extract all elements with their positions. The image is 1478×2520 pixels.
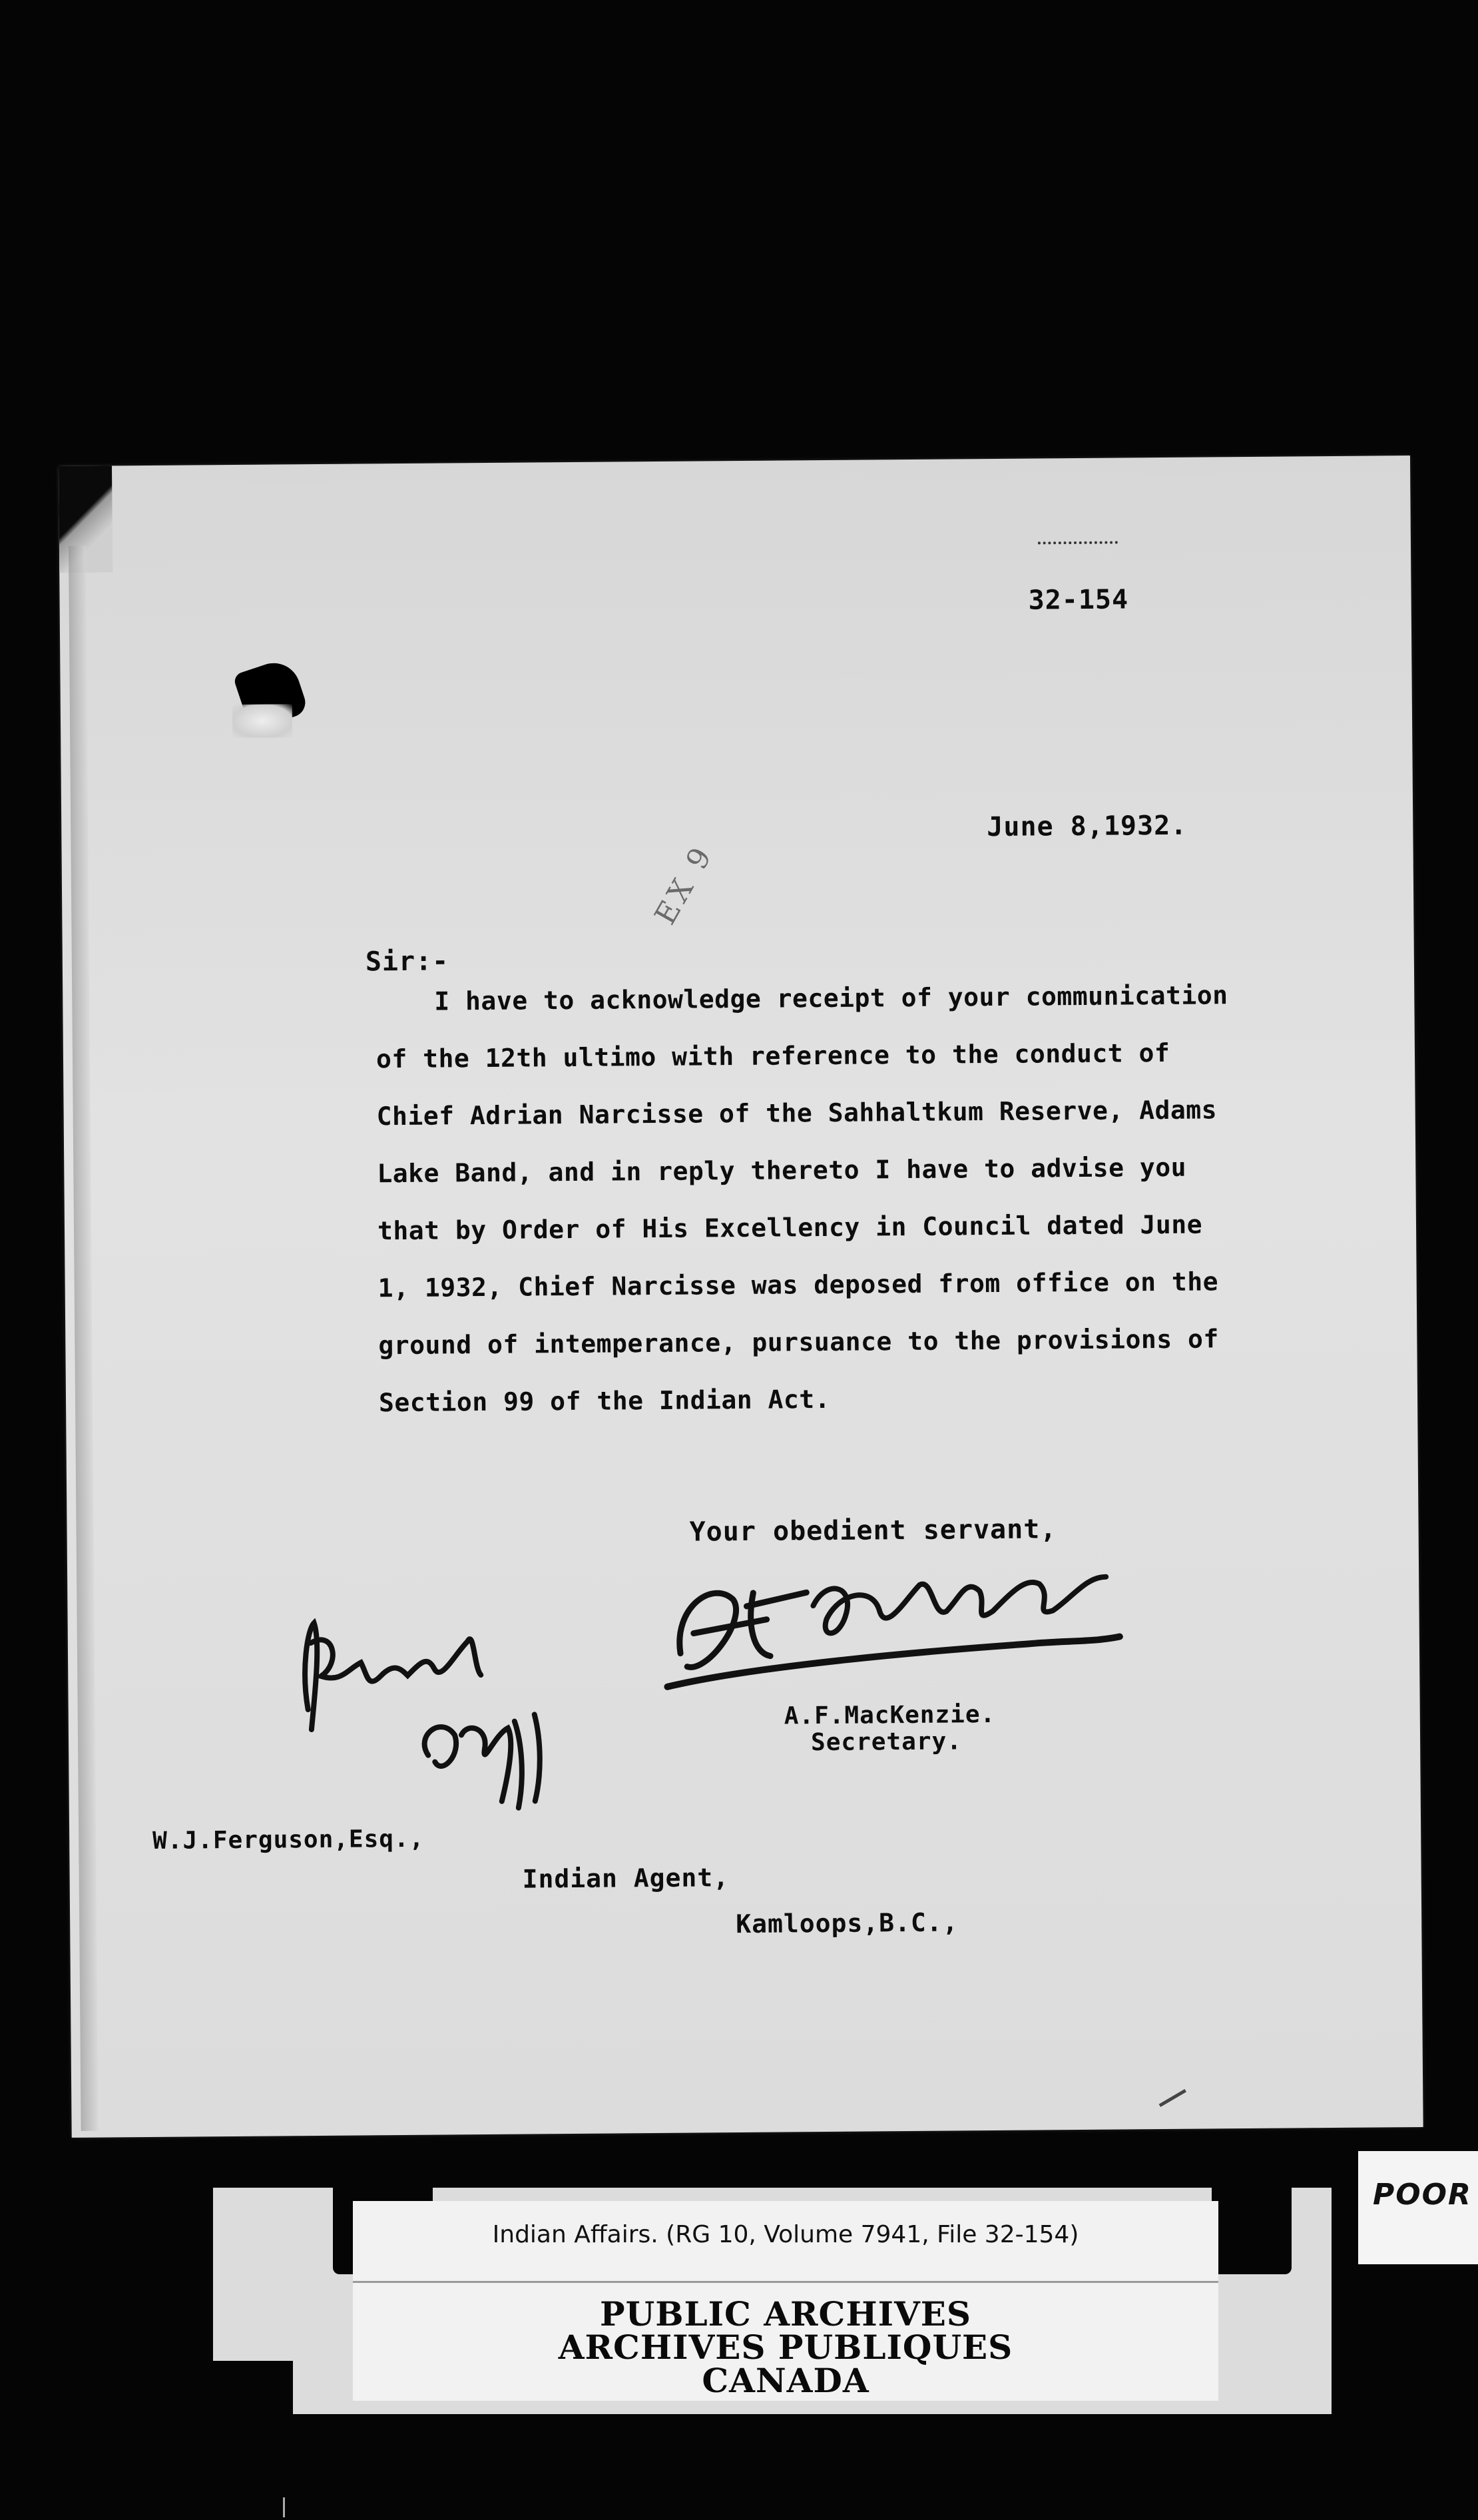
punch-smudge (232, 704, 292, 738)
signatory-title: Secretary. (810, 1728, 962, 1757)
letter-sheet (59, 456, 1423, 2138)
body-line: Chief Adrian Narcisse of the Sahhaltkum Reserve, Adams (376, 1095, 1218, 1131)
addressee-place: Kamloops,B.C., (736, 1907, 959, 1939)
handwritten-signature (653, 1536, 1134, 1714)
salutation: Sir:- (365, 946, 449, 978)
body-line: Lake Band, and in reply thereto I have to advise you (377, 1152, 1187, 1189)
closing: Your obedient servant, (689, 1514, 1057, 1548)
quality-text: POOR (1373, 2178, 1472, 2212)
letter-date: June 8,1932. (987, 810, 1188, 843)
paper-mark (1159, 2089, 1191, 2115)
body-line: of the 12th ultimo with reference to the conduct of (375, 1038, 1170, 1074)
label-divider (353, 2281, 1218, 2283)
received-stamp: EX 9 (648, 838, 720, 931)
label-cutout (213, 2361, 293, 2414)
archive-label-strip (213, 2188, 1332, 2414)
handwritten-initials (294, 1601, 582, 1823)
label-notch (1212, 2188, 1292, 2274)
body-line: that by Order of His Excellency in Council dated June (377, 1209, 1203, 1246)
archive-country: CANADA (702, 2361, 869, 2400)
addressee-name: W.J.Ferguson,Esq., (152, 1825, 425, 1855)
file-number: 32-154 (1028, 584, 1129, 616)
archive-name-fr: ARCHIVES PUBLIQUES (558, 2328, 1013, 2367)
sheet-edge-shadow (69, 546, 99, 2131)
body-line: Section 99 of the Indian Act. (378, 1384, 831, 1418)
archive-label (353, 2201, 1218, 2401)
film-scratch (283, 2497, 285, 2517)
quality-tag (1358, 2151, 1478, 2264)
archive-reference: Indian Affairs. (RG 10, Volume 7941, File 32-154) (492, 2221, 1079, 2248)
body-line: I have to acknowledge receipt of your communication (434, 980, 1228, 1016)
archive-name-en: PUBLIC ARCHIVES (600, 2294, 971, 2334)
addressee-title: Indian Agent, (522, 1863, 730, 1894)
body-line: 1, 1932, Chief Narcisse was deposed from office on the (377, 1267, 1219, 1303)
body-line: ground of intemperance, pursuance to the provisions of (378, 1324, 1219, 1361)
file-number-marks (1038, 541, 1118, 549)
signatory-name: A.F.MacKenzie. (784, 1701, 996, 1730)
letter-body (375, 966, 1377, 1432)
